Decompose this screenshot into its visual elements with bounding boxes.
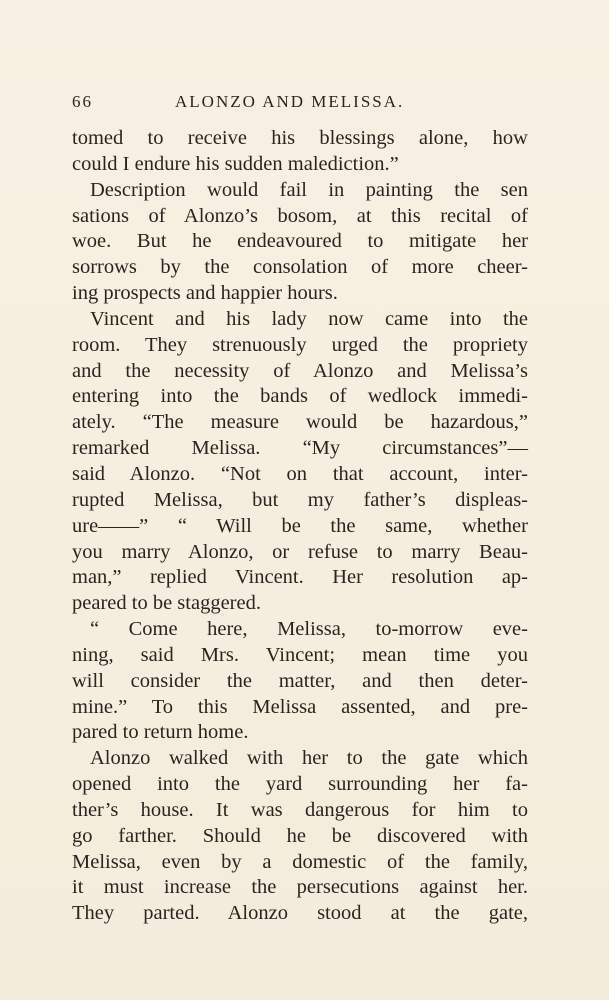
text-line: tomed to receive his blessings alone, how — [72, 127, 528, 149]
text-line: woe. But he endeavoured to mitigate her — [72, 230, 528, 253]
text-line: ther’s house. It was dangerous for him to — [72, 798, 528, 821]
text-line: man,” replied Vincent. Her resolution ap- — [72, 566, 528, 589]
text-line: Vincent and his lady now came into the — [90, 307, 528, 330]
text-line: peared to be staggered. — [72, 592, 261, 615]
text-line: rupted Melissa, but my father’s displeas- — [72, 488, 528, 511]
body-text — [72, 126, 528, 927]
running-header — [72, 92, 540, 116]
text-line: Alonzo walked with her to the gate which — [90, 747, 528, 770]
text-line: said Alonzo. “Not on that account, inter- — [72, 462, 528, 485]
text-line: ning, said Mrs. Vincent; mean time you — [72, 643, 528, 666]
text-line: sations of Alonzo’s bosom, at this recital of — [72, 204, 528, 227]
text-line: ure——” “ Will be the same, whether — [72, 514, 528, 537]
text-line: room. They strenuously urged the propriety — [72, 333, 528, 356]
text-line: you marry Alonzo, or refuse to marry Beau- — [72, 540, 528, 563]
text-line: Melissa, even by a domestic of the family, — [72, 850, 528, 873]
text-line: “ Come here, Melissa, to-morrow eve- — [90, 618, 528, 641]
text-line: will consider the matter, and then deter- — [72, 669, 528, 692]
text-line: pared to return home. — [72, 721, 249, 744]
text-line: remarked Melissa. “My circumstances”— — [72, 437, 528, 460]
text-line: entering into the bands of wedlock immedi- — [72, 385, 528, 408]
running-title: ALONZO AND MELISSA. — [175, 92, 405, 111]
text-line: could I endure his sudden malediction.” — [72, 152, 399, 175]
text-line: it must increase the persecutions against her. — [72, 876, 528, 899]
text-line: Description would fail in painting the sen — [90, 178, 528, 201]
text-line: opened into the yard surrounding her fa- — [72, 773, 528, 796]
text-line: They parted. Alonzo stood at the gate, — [72, 902, 528, 925]
text-line: ately. “The measure would be hazardous,” — [72, 411, 528, 434]
page-number: 66 — [72, 92, 93, 111]
text-line: ing prospects and happier hours. — [72, 282, 338, 305]
text-line: and the necessity of Alonzo and Melissa’s — [72, 359, 528, 382]
text-line: sorrows by the consolation of more cheer- — [72, 256, 528, 279]
text-line: go farther. Should he be discovered with — [72, 824, 528, 847]
text-line: mine.” To this Melissa assented, and pre- — [72, 695, 528, 718]
